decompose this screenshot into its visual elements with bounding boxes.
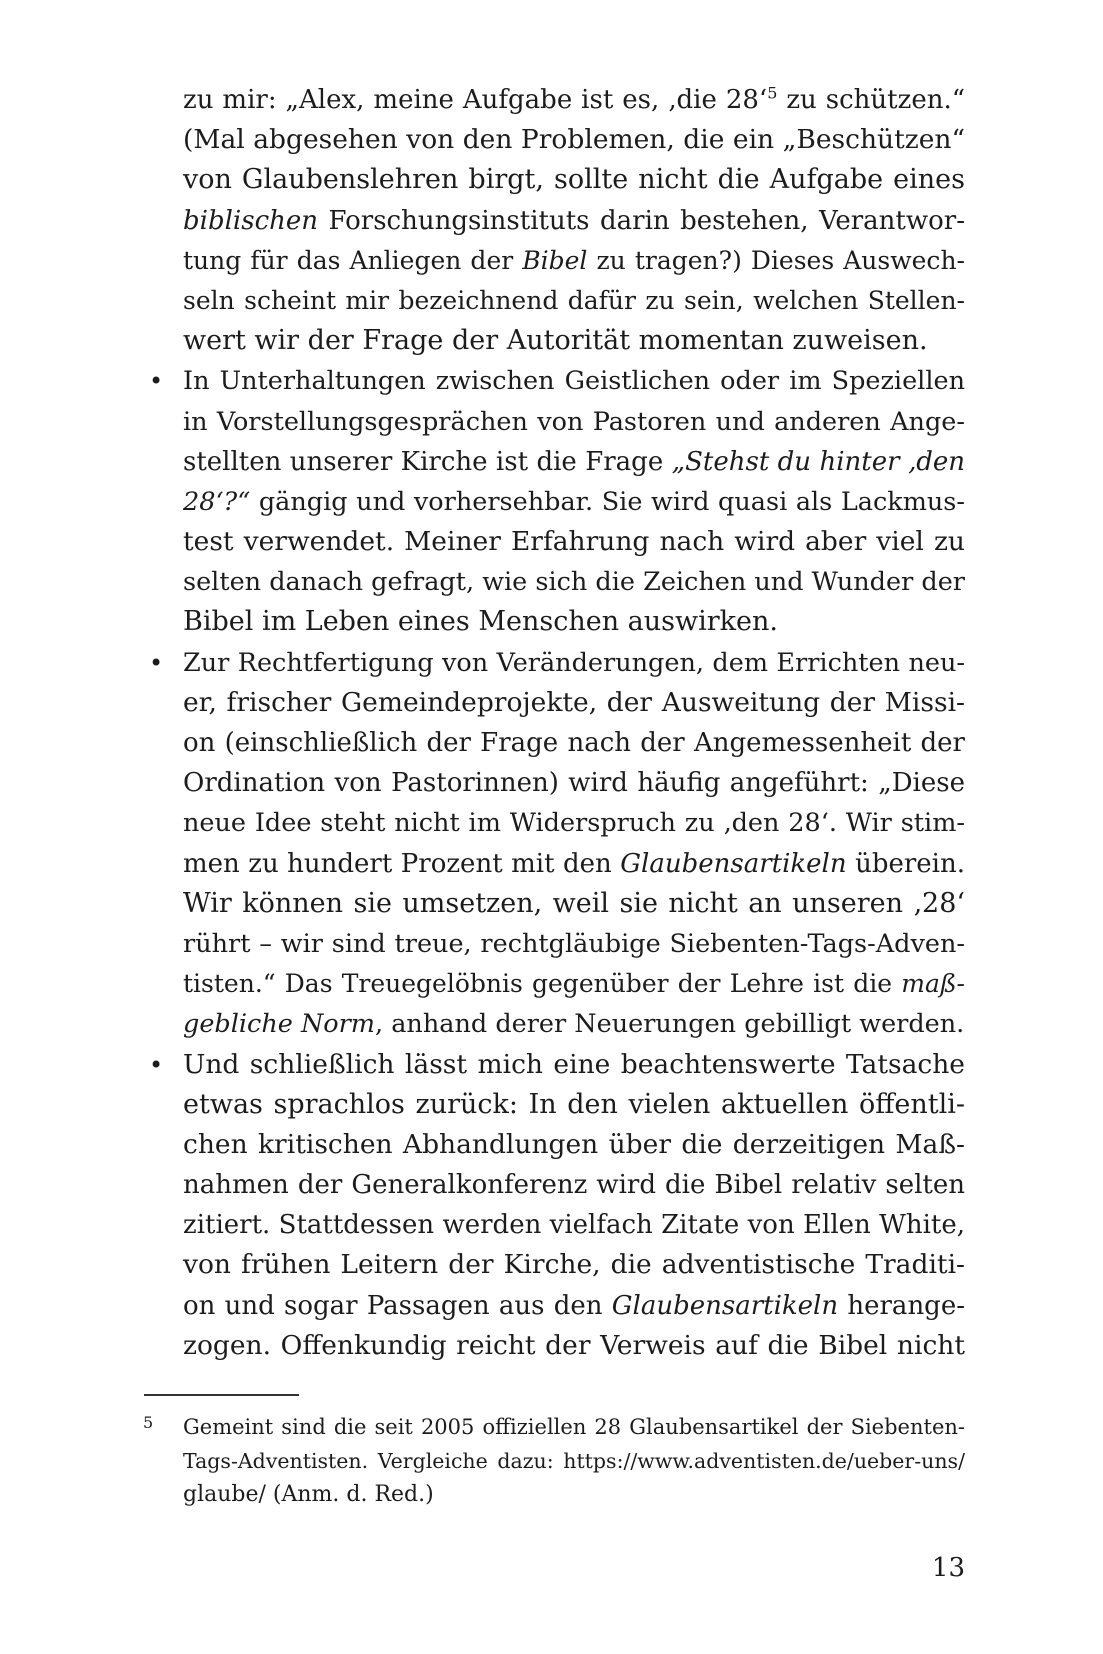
bullet-item-2 <box>149 643 965 1045</box>
text-line: zitiert. Stattdessen werden vielfach Zitate von Ellen White, <box>183 1210 965 1241</box>
intro-paragraph <box>183 80 965 361</box>
text-line: 28‘?“ gängig und vorhersehbar. Sie wird quasi als Lackmus- <box>183 486 965 517</box>
bullet-icon: • <box>149 648 164 677</box>
text-line: neue Idee steht nicht im Widerspruch zu ‚den 28‘. Wir stim- <box>183 808 965 839</box>
bullet-icon: • <box>149 367 164 396</box>
text-line: etwas sprachlos zurück: In den vielen aktuellen öffentli- <box>183 1088 965 1120</box>
text-line: zogen. Offenkundig reicht der Verweis auf die Bibel nicht <box>183 1329 965 1361</box>
text-line: von frühen Leitern der Kirche, die adventistische Traditi- <box>183 1249 965 1281</box>
text-line: nahmen der Generalkonferenz wird die Bibel relativ selten <box>183 1170 965 1201</box>
footnote-line: glaube/ (Anm. d. Red.) <box>183 1482 434 1507</box>
text-line: rührt – wir sind treue, rechtgläubige Siebenten-Tags-Adven- <box>183 928 965 959</box>
footnote-reference[interactable]: 5 <box>767 83 778 103</box>
text-line: Ordination von Pastorinnen) wird häufig angeführt: „Diese <box>183 768 965 799</box>
text-line: biblischen Forschungsinstituts darin bestehen, Verantwor- <box>183 205 965 236</box>
text-line: zu mir: „Alex, meine Aufgabe ist es, ‚die 28‘$^5$ zu schützen.“ <box>183 83 966 115</box>
text-line: in Vorstellungsgesprächen von Pastoren und anderen Ange- <box>183 406 965 437</box>
text-line: In Unterhaltungen zwischen Geistlichen oder im Speziellen <box>183 366 965 397</box>
text-line: chen kritischen Abhandlungen über die derzeitigen Maß- <box>183 1128 965 1160</box>
body-text <box>149 80 966 1366</box>
footnote-line: Tags-Adventisten. Vergleiche dazu: https://www.adventisten.de/ueber-uns/ <box>183 1449 965 1473</box>
text-line: men zu hundert Prozent mit den Glaubensartikeln überein. <box>183 848 965 879</box>
footnote-line: Gemeint sind die seit 2005 offiziellen 28 Glaubensartikel der Siebenten- <box>183 1415 965 1439</box>
text-line: on (einschließlich der Frage nach der Angemessenheit der <box>183 728 965 758</box>
bullet-item-1 <box>149 361 965 642</box>
text-line: test verwendet. Meiner Erfahrung nach wird aber viel zu <box>183 526 965 558</box>
page-number: 13 <box>931 1553 965 1583</box>
footnote-mark: 5 <box>143 1413 154 1432</box>
text-line: gebliche Norm, anhand derer Neuerungen gebilligt werden. <box>183 1009 965 1040</box>
footnote-divider <box>144 1394 299 1396</box>
text-line: von Glaubenslehren birgt, sollte nicht die Aufgabe eines <box>183 164 965 196</box>
bullet-icon: • <box>149 1050 164 1079</box>
footnote <box>143 1410 965 1512</box>
text-line: er, frischer Gemeindeprojekte, der Ausweitung der Missi- <box>183 686 965 718</box>
text-line: tisten.“ Das Treuegelöbnis gegenüber der Lehre ist die maß- <box>183 969 965 999</box>
text-line: wert wir der Frage der Autorität momentan zuweisen. <box>183 325 928 357</box>
text-line: Zur Rechtfertigung von Veränderungen, dem Errichten neu- <box>183 647 965 678</box>
text-line: tung für das Anliegen der Bibel zu tragen?) Dieses Auswech- <box>183 245 965 275</box>
text-line: Und schließlich lässt mich eine beachtenswerte Tatsache <box>183 1048 965 1080</box>
text-line: on und sogar Passagen aus den Glaubensartikeln herange- <box>183 1290 965 1321</box>
text-line: Wir können sie umsetzen, weil sie nicht an unseren ‚28‘ <box>183 887 965 919</box>
bullet-item-3 <box>149 1045 965 1367</box>
text-line: selten danach gefragt, wie sich die Zeichen und Wunder der <box>183 567 965 598</box>
text-line: (Mal abgesehen von den Problemen, die ein „Beschützen“ <box>183 124 965 156</box>
text-line: Bibel im Leben eines Menschen auswirken. <box>183 606 778 638</box>
text-line: stellten unserer Kirche ist die Frage „Stehst du hinter ‚den <box>183 446 965 477</box>
text-line: seln scheint mir bezeichnend dafür zu sein, welchen Stellen- <box>183 285 965 315</box>
